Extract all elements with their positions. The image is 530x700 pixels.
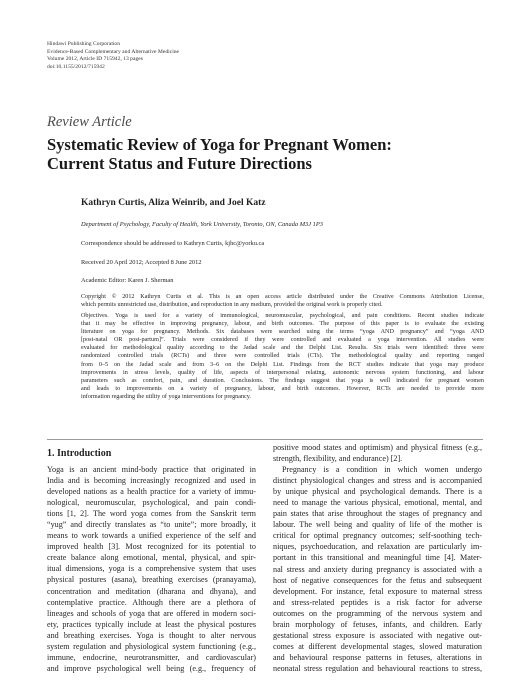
authors: Kathryn Curtis, Aliza Weinrib, and Joel Katz bbox=[81, 198, 266, 208]
abstract-line: randomized controlled trials (RCTs) and three were controlled trials (CTs). The methodological quality and reporting ranged bbox=[81, 353, 484, 360]
body-text-line: contemplative practice. Although there are a plethora of bbox=[47, 597, 256, 607]
body-text-line: means to work towards a unified experience of the self and bbox=[47, 531, 256, 541]
body-text-line: nal stress and anxiety during pregnancy is associated with a bbox=[273, 564, 482, 574]
body-text-line: create balance along emotional, mental, physical, and spir- bbox=[47, 553, 256, 563]
body-text-line: pain states that arise throughout the stages of pregnancy and bbox=[273, 509, 482, 519]
body-text-line: nological, neuromuscular, psychological, and pain condi- bbox=[47, 498, 256, 508]
body-text-line: development. For instance, fetal exposure to maternal stress bbox=[273, 586, 482, 596]
body-text-line: gestational stress exposure is associated with negative out- bbox=[273, 630, 482, 640]
body-text-line: niques, psychoeducation, and relaxation are particularly im- bbox=[273, 542, 482, 552]
body-text-line: strength, flexibility, and endurance) [2]. bbox=[273, 454, 403, 464]
body-text-line: positive mood states and optimism) and physical fitness (e.g., bbox=[273, 443, 482, 452]
journal-info bbox=[47, 41, 179, 71]
abstract-line: information regarding the utility of yoga interventions for pregnancy. bbox=[81, 393, 251, 400]
body-text-line: “yug” and directly translates as “to unite”; more broadly, it bbox=[47, 520, 256, 530]
section-heading: 1. Introduction bbox=[47, 448, 112, 459]
publisher: Hindawi Publishing Corporation bbox=[47, 41, 121, 47]
abstract-line: evaluated for methodological quality according to the Jadad scale and the Delphi List. Results. Six trials were identified: three were bbox=[81, 345, 484, 352]
body-text-line: itual dimensions, yoga is a comprehensive system that uses bbox=[47, 564, 256, 574]
body-text-line: physical postures (asana), breathing exercises (pranayama), bbox=[47, 575, 256, 585]
title-line: Current Status and Future Directions bbox=[47, 153, 312, 173]
body-text-line: tions [1, 2]. The word yoga comes from the Sanskrit term bbox=[47, 509, 256, 519]
body-text-line: immune, endocrine, neurotransmitter, and cardiovascular) bbox=[47, 652, 256, 662]
body-text-line: critical for optimal pregnancy outcomes; self-soothing tech- bbox=[273, 531, 482, 541]
body-text-line: lineages and schools of yoga that are offered in modern soci- bbox=[47, 608, 256, 618]
body-text-line: outcomes on the programming of the nervous system and bbox=[273, 608, 482, 618]
received-dates: Received 20 April 2012; Accepted 8 June 2012 bbox=[81, 259, 202, 266]
abstract-line: parameters such as comfort, pain, and duration. Conclusions. The findings suggest that yoga is well indicated for pregnant women bbox=[81, 377, 484, 384]
body-text-line: and behavioural response patterns in fetuses, alterations in bbox=[273, 652, 482, 662]
abstract-line: improvements in stress levels, quality of life, aspects of interpersonal relating, autonomic nervous system functioning, and labour bbox=[81, 369, 484, 376]
title-line: Systematic Review of Yoga for Pregnant Women: bbox=[47, 135, 392, 154]
body-text-line: labour. The well being and quality of life of the mother is bbox=[273, 520, 482, 530]
body-text-line: improved health [3]. Most recognized for its potential to bbox=[47, 542, 256, 552]
doi: doi:10.1155/2012/715942 bbox=[47, 63, 105, 70]
abstract-line: [post-natal OR post-partum]”. Trials were considered if they were controlled and evaluated a yoga intervention. All studies were bbox=[81, 337, 484, 344]
body-text-line: portant in this transitional and meaningful time [4]. Mater- bbox=[273, 553, 482, 563]
volume-info: Volume 2012, Article ID 715942, 13 pages bbox=[47, 56, 143, 63]
article-type: Review Article bbox=[47, 114, 132, 130]
body-text-line: Pregnancy is a condition in which women undergo bbox=[282, 465, 482, 475]
abstract-line: from 0–5 on the Jadad scale and from 3–6 on the Delphi List. Findings from the RCT studies indicate that yoga may produce bbox=[81, 361, 484, 368]
affiliation: Department of Psychology, Faculty of Health, York University, Toronto, ON, Canada M3J 1P3 bbox=[81, 221, 323, 228]
body-text-line: and stress-related peptides is a risk factor for adverse bbox=[273, 597, 482, 607]
body-text-line: need to manage the various physical, emotional, mental, and bbox=[273, 498, 482, 508]
journal-name: Evidence-Based Complementary and Alternative Medicine bbox=[47, 48, 180, 55]
body-text-line: distinct physiological changes and stress and is accompanied bbox=[273, 476, 482, 486]
body-text-line: system regulation and physiological system functioning (e.g., bbox=[47, 641, 256, 651]
academic-editor: Academic Editor: Karen J. Sherman bbox=[81, 277, 174, 284]
body-text-line: concentration and meditation (dharana and dhyana), and bbox=[47, 586, 256, 596]
body-text-line: and breathing exercises. Yoga is thought to alter nervous bbox=[47, 630, 256, 640]
copyright-notice bbox=[81, 293, 484, 309]
body-text-line: by unique physical and psychological demands. There is a bbox=[273, 487, 482, 497]
abstract-line: Objectives. Yoga is used for a variety of immunological, neuromuscular, psychological, and pain conditions. Recent studies indicate bbox=[81, 313, 484, 319]
body-text-line: host of negative consequences for the fetus and subsequent bbox=[273, 575, 482, 585]
correspondence: Correspondence should be addressed to Kathryn Curtis, kjhc@yorku.ca bbox=[81, 240, 265, 247]
copyright-line: which permits unrestricted use, distribution, and reproduction in any medium, provided the original work is properly cited. bbox=[81, 302, 383, 309]
body-text-line: developed nations as a health practice for a variety of immu- bbox=[47, 487, 256, 497]
abstract-line: that it may be effective in improving pregnancy, labour, and birth outcomes. The purpose of this paper is to evaluate the existing bbox=[81, 321, 484, 328]
body-text-line: comes at different developmental stages, slowed maturation bbox=[273, 641, 482, 651]
abstract-line: and leads to improvements on a variety of pregnancy, labour, and birth outcomes. However, RCTs are needed to provide more bbox=[81, 385, 484, 392]
body-text-line: brain morphology of fetuses, infants, and children. Early bbox=[273, 619, 482, 629]
section-divider bbox=[47, 439, 483, 440]
article-title bbox=[47, 136, 487, 173]
body-text-line: Yoga is an ancient mind-body practice that originated in bbox=[47, 465, 256, 474]
body-text-line: and improve psychological well being (e.g., frequency of bbox=[47, 663, 256, 673]
body-text-line: ety, practices typically include at least the physical postures bbox=[47, 619, 256, 629]
body-column-left bbox=[47, 464, 256, 674]
copyright-line: Copyright © 2012 Kathryn Curtis et al. This is an open access article distributed under the Creative Commons Attribution License, bbox=[81, 294, 484, 300]
abstract-line: literature on yoga for pregnancy. Methods. Six databases were searched using the terms “yoga AND pregnancy” and “yoga AND bbox=[81, 329, 484, 336]
body-text-line: India and is becoming increasingly recognized and used in bbox=[47, 476, 256, 486]
body-text-line: neonatal stress regulation and behavioural reactions to stress, bbox=[273, 663, 482, 673]
abstract bbox=[81, 312, 484, 401]
body-column-right bbox=[273, 442, 482, 674]
